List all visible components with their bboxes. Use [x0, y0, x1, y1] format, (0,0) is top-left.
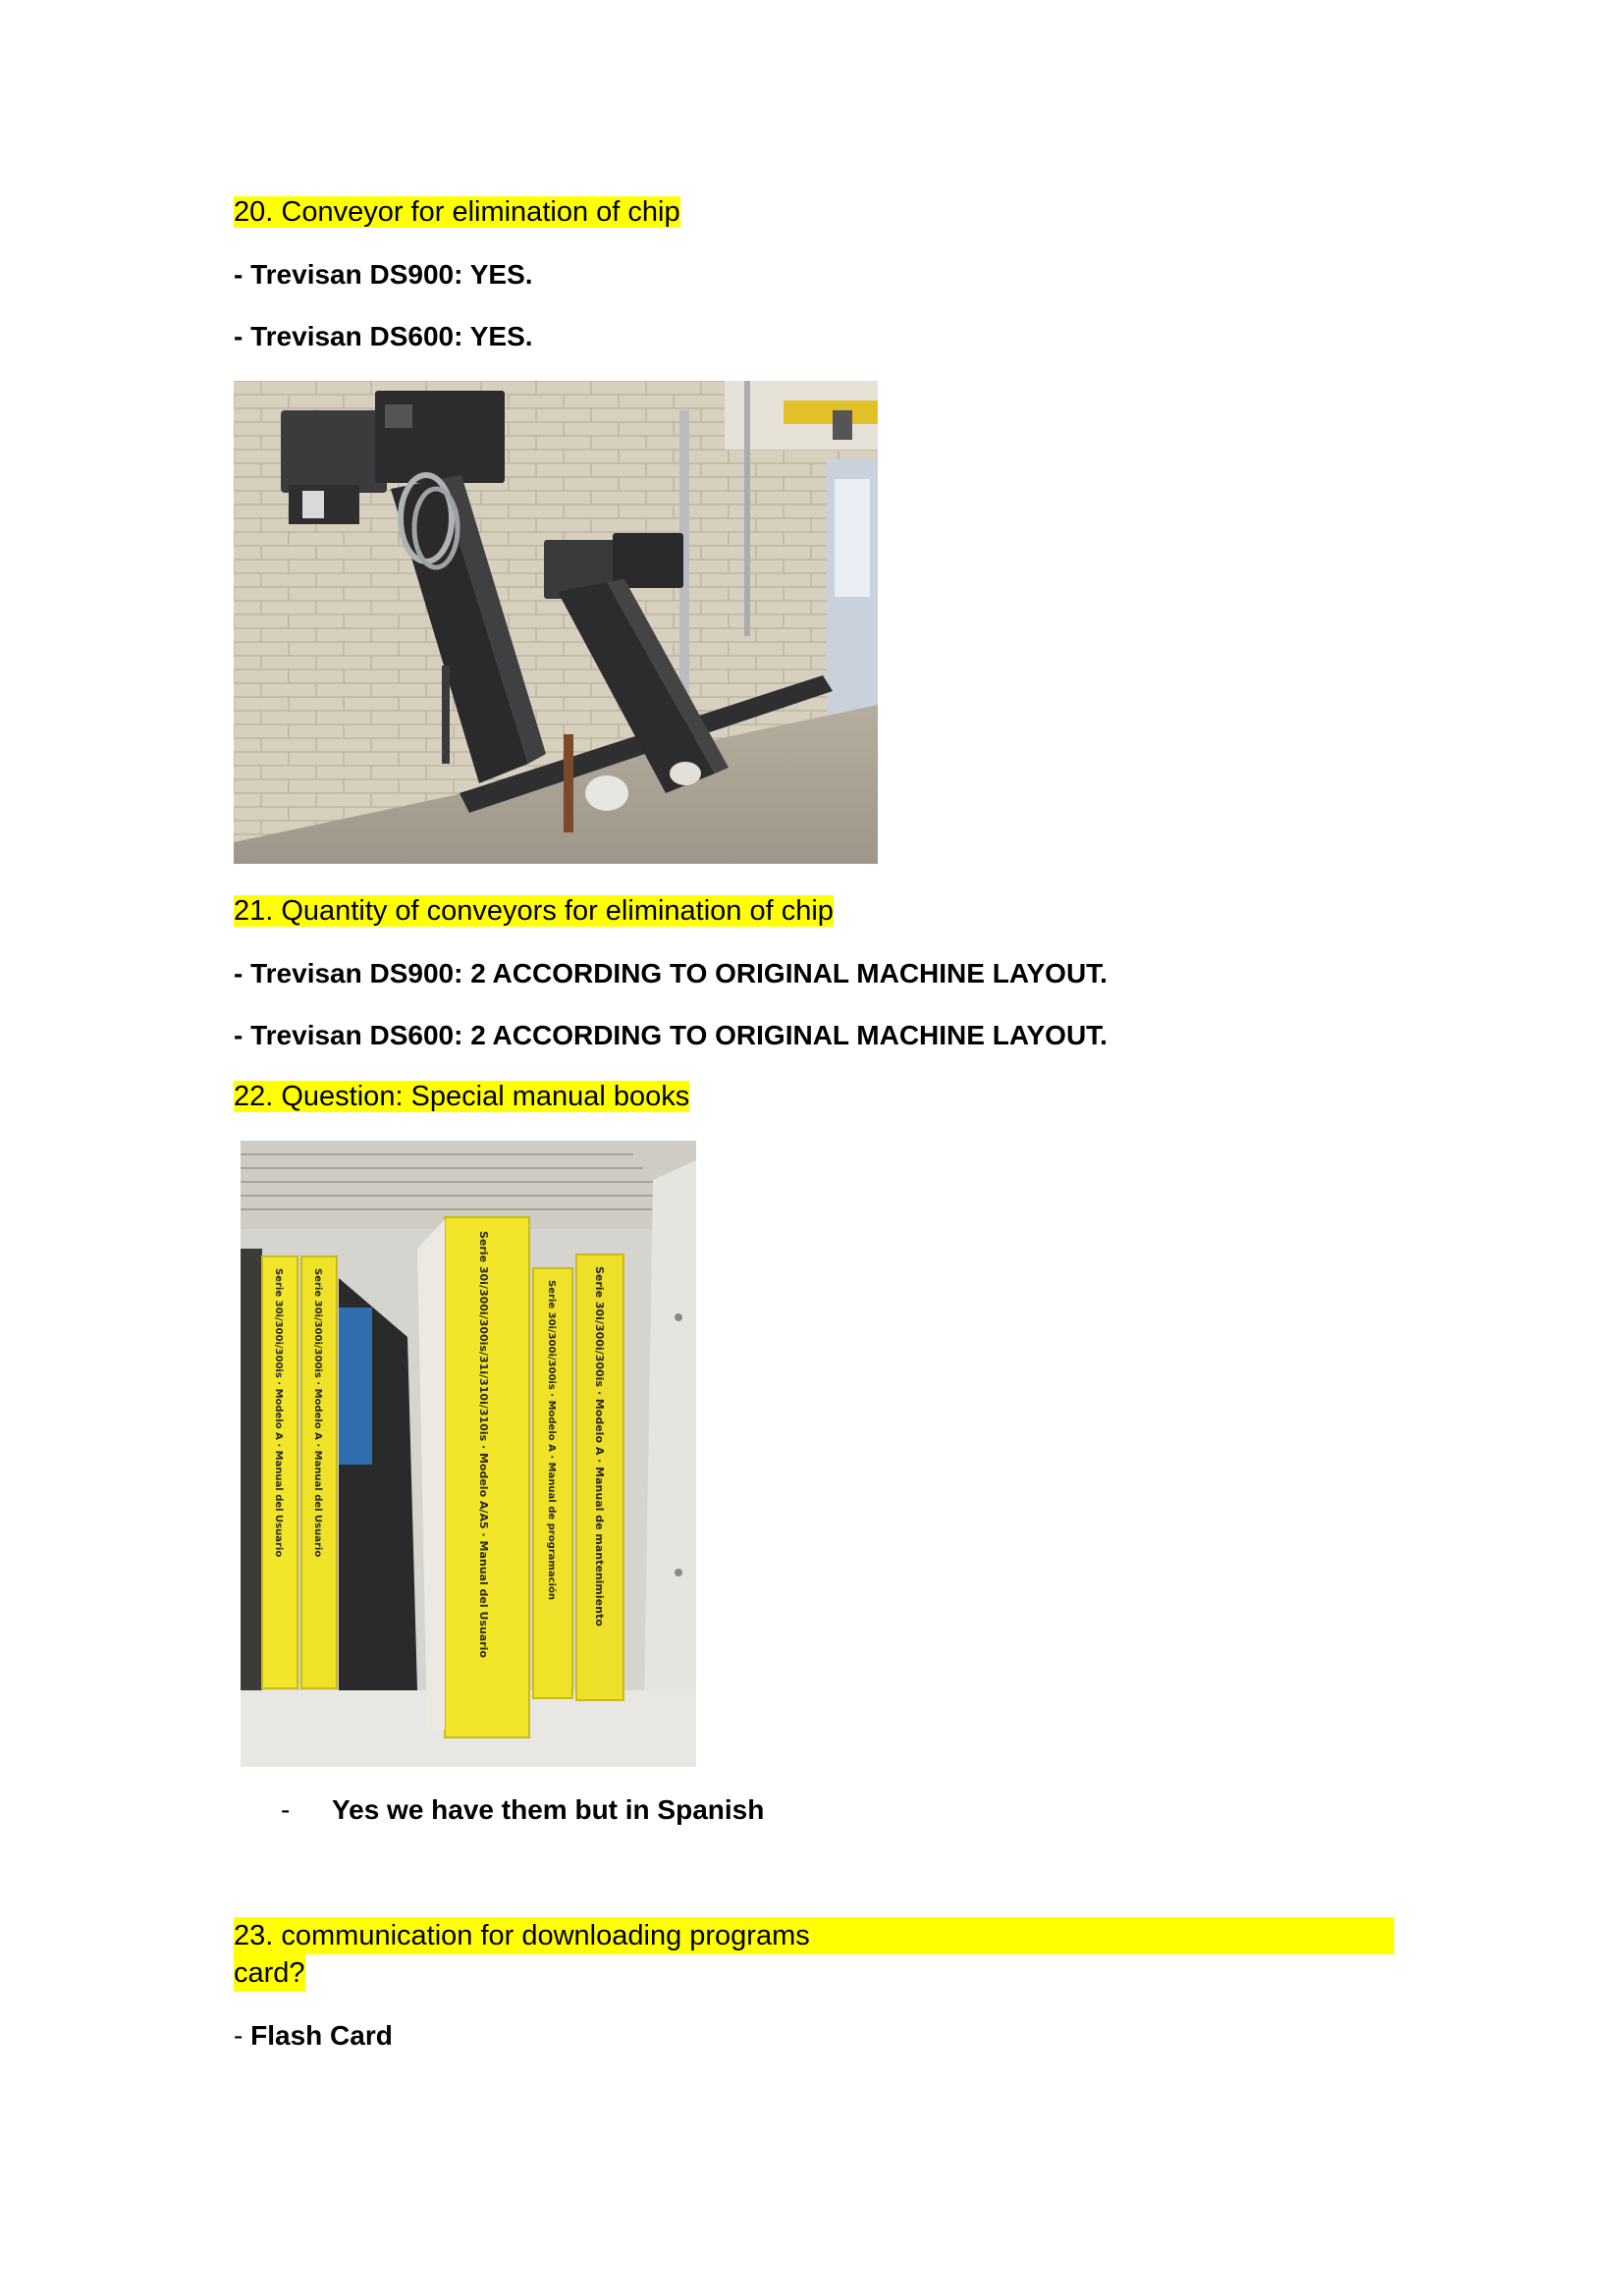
answer-21-ds600: - Trevisan DS600: 2 ACCORDING TO ORIGINAL MACHINE LAYOUT. [234, 1020, 1108, 1050]
answer-20-ds600: - Trevisan DS600: YES. [234, 321, 533, 351]
answer-22-text: Yes we have them but in Spanish [332, 1794, 765, 1825]
answer-23-text: Flash Card [250, 2020, 393, 2051]
question-23-line2: card? [234, 1954, 305, 1992]
question-21-text: 21. Quantity of conveyors for elimination of chip [234, 895, 834, 927]
manual-books-photo [241, 1141, 696, 1767]
answer-23 [234, 2018, 393, 2054]
manual-spine-4: Serie 30i/300i/300is · Modelo A · Manual de programación [546, 1280, 557, 1600]
bullet-dash: - [281, 1794, 291, 1825]
answer-21-ds900: - Trevisan DS900: 2 ACCORDING TO ORIGINAL MACHINE LAYOUT. [234, 958, 1108, 988]
question-21 [234, 892, 834, 930]
answer-23-prefix: - [234, 2020, 251, 2051]
question-22 [234, 1078, 689, 1115]
answer-20-ds900: - Trevisan DS900: YES. [234, 259, 533, 290]
manual-spine-3: Serie 30i/300i/300is/31i/310i/310is · Modelo A/A5 · Manual del Usuario [477, 1231, 490, 1658]
answer-22-bullet [281, 1792, 764, 1828]
question-23 [234, 1917, 1394, 1992]
question-23-line1: 23. communication for downloading programs [234, 1917, 1394, 1954]
question-20-text: 20. Conveyor for elimination of chip [234, 196, 680, 228]
question-22-text: 22. Question: Special manual books [234, 1081, 690, 1112]
manual-spine-1: Serie 30i/300i/300is · Modelo A · Manual del Usuario [273, 1268, 284, 1558]
question-20 [234, 193, 680, 231]
chip-conveyor-photo [234, 381, 878, 864]
manual-spine-5: Serie 30i/300i/300is · Modelo A · Manual de mantenimiento [593, 1266, 606, 1627]
manual-spine-2: Serie 30i/300i/300is · Modelo A · Manual del Usuario [312, 1268, 323, 1558]
